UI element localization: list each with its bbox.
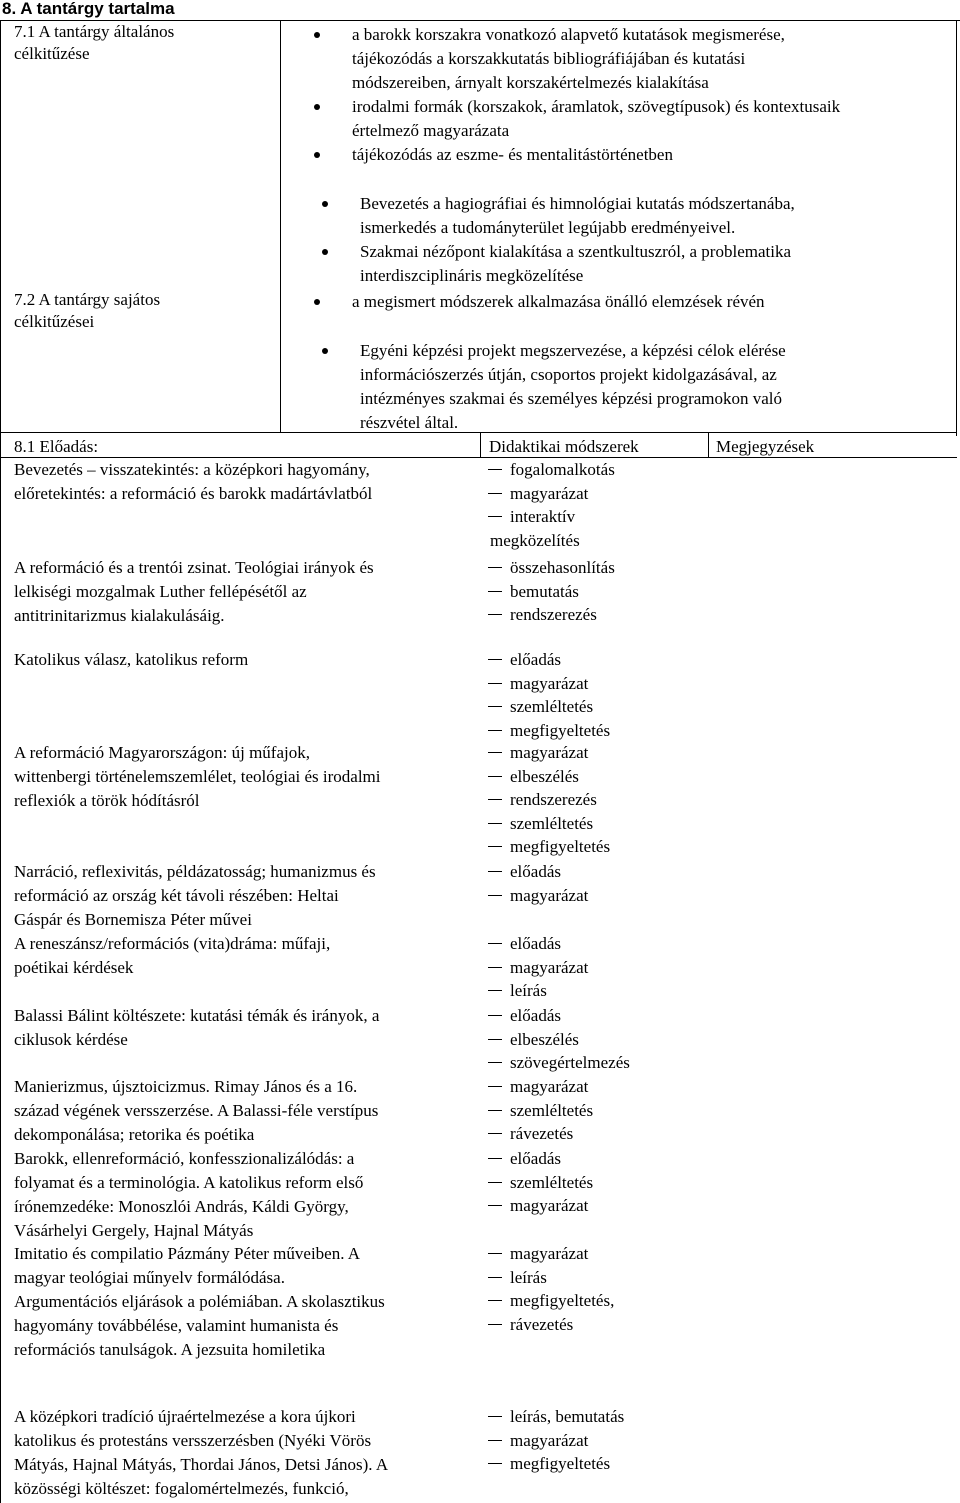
topic-line: Vásárhelyi Gergely, Hajnal Mátyás xyxy=(14,1221,254,1240)
dash-icon xyxy=(488,1205,502,1206)
list-item xyxy=(352,23,952,95)
topic-line: A reneszánsz/reformációs (vita)dráma: műfaji, xyxy=(14,934,331,953)
bullet-icon xyxy=(322,201,328,207)
header-lecture: 8.1 Előadás: xyxy=(14,437,99,456)
method-item xyxy=(488,1171,708,1195)
dash-icon xyxy=(488,1015,502,1016)
dash-icon xyxy=(488,1416,502,1417)
dash-icon xyxy=(488,567,502,568)
bullet-icon xyxy=(322,249,328,255)
method-item xyxy=(488,884,708,908)
table-row-methods xyxy=(488,1147,708,1218)
table-row-topic xyxy=(14,932,469,980)
method-label: magyarázat xyxy=(510,743,589,762)
dash-icon xyxy=(488,493,502,494)
table-row-topic xyxy=(14,1075,469,1147)
dash-icon xyxy=(488,730,502,731)
topic-line: közösségi költészet: fogalomértelmezés, funkció, xyxy=(14,1479,349,1498)
dash-icon xyxy=(488,1253,502,1254)
table-row-methods xyxy=(488,458,708,552)
list-item xyxy=(360,339,955,435)
method-label: előadás xyxy=(510,1006,561,1025)
method-item xyxy=(488,1452,708,1476)
topic-line: A reformáció és a trentói zsinat. Teológiai irányok és xyxy=(14,558,374,577)
method-item xyxy=(488,1028,708,1052)
topic-line: antitrinitarizmus kialakulásáig. xyxy=(14,606,225,625)
section-7-1-label xyxy=(14,21,174,65)
column-divider-header xyxy=(480,432,481,457)
method-label: leírás xyxy=(510,1267,547,1287)
dash-icon xyxy=(488,776,502,777)
table-row-topic xyxy=(14,741,469,813)
topic-line: Katolikus válasz, katolikus reform xyxy=(14,650,249,669)
text-line: Egyéni képzési projekt megszervezése, a képzési célok elérése xyxy=(360,341,786,360)
text-line: tájékozódás a korszakkutatás bibliográfiájában és kutatási xyxy=(352,49,746,68)
table-row-topic xyxy=(14,1004,469,1052)
dash-icon xyxy=(488,1440,502,1441)
method-item xyxy=(488,788,708,812)
method-label: megfigyeltetés xyxy=(510,1454,611,1473)
header-notes: Megjegyzések xyxy=(716,437,815,456)
method-label: szövegértelmezés xyxy=(510,1053,630,1072)
table-row-topic xyxy=(14,648,469,672)
table-row-topic xyxy=(14,458,469,506)
topic-line: reflexiók a török hódításról xyxy=(14,791,200,810)
table-row-methods xyxy=(488,1075,708,1146)
topic-line: Mátyás, Hajnal Mátyás, Thordai János, Detsi János). A xyxy=(14,1455,389,1474)
method-label: fogalomalkotás xyxy=(510,460,615,479)
method-item xyxy=(488,1289,708,1313)
method-item xyxy=(488,1099,708,1123)
topic-line: Barokk, ellenreformáció, konfesszionalizálódás: a xyxy=(14,1149,355,1168)
table-row-topic xyxy=(14,556,469,628)
method-item xyxy=(488,979,708,1003)
method-label: előadás xyxy=(510,650,561,669)
dash-icon xyxy=(488,1062,502,1063)
method-item xyxy=(488,1051,708,1075)
method-item xyxy=(488,1004,708,1028)
bullet-icon xyxy=(322,348,328,354)
method-label: megfigyeltetés, xyxy=(510,1291,615,1310)
method-item xyxy=(488,1122,708,1146)
dash-icon xyxy=(488,659,502,660)
table-row-topic xyxy=(14,1405,469,1501)
method-item xyxy=(488,1242,708,1266)
list-item xyxy=(352,143,952,167)
method-label: magyarázat xyxy=(510,1430,589,1450)
topic-line: előretekintés: a reformáció és barokk madártávlatból xyxy=(14,484,373,503)
table-row-methods xyxy=(488,648,708,742)
section-7-2-bullets-b xyxy=(352,290,952,314)
method-item xyxy=(488,1266,708,1290)
method-item xyxy=(488,956,708,980)
text-line: ismerkedés a tudományterület legújabb eredményeivel. xyxy=(360,218,736,237)
dash-icon xyxy=(488,846,502,847)
text-line: Bevezetés a hagiográfiai és himnológiai kutatás módszertanába, xyxy=(360,194,795,213)
topic-line: Manierizmus, újsztoicizmus. Rimay János és a 16. xyxy=(14,1077,358,1096)
method-label: magyarázat xyxy=(510,957,589,977)
dash-icon xyxy=(488,1133,502,1134)
table-row-methods xyxy=(488,556,708,627)
dash-icon xyxy=(488,1110,502,1111)
table-row-methods xyxy=(488,741,708,859)
header-methods: Didaktikai módszerek xyxy=(489,437,639,456)
dash-icon xyxy=(488,895,502,896)
topic-line: hagyomány továbbélése, valamint humanista és xyxy=(14,1316,339,1335)
list-item xyxy=(352,95,952,143)
dash-icon xyxy=(488,990,502,991)
section-7-2-bullets-a xyxy=(360,192,955,288)
topic-line: század végének versszerzése. A Balassi-féle verstípus xyxy=(14,1101,379,1120)
method-label: előadás xyxy=(510,934,561,953)
method-label: interaktív xyxy=(510,507,576,526)
method-item xyxy=(488,529,708,553)
table-border-left xyxy=(0,20,1,1503)
topic-line: magyar teológiai műnyelv formálódása. xyxy=(14,1268,285,1287)
column-divider-7 xyxy=(280,20,281,432)
bullet-icon xyxy=(314,32,320,38)
method-item xyxy=(488,812,708,836)
method-label: szemléltetés xyxy=(510,1172,594,1192)
section-7-2-label xyxy=(14,289,160,333)
table-row-topic xyxy=(14,860,469,932)
dash-icon xyxy=(488,752,502,753)
method-label: elbeszélés xyxy=(510,766,579,786)
method-label: szemléltetés xyxy=(510,697,594,716)
topic-line: Gáspár és Bornemisza Péter művei xyxy=(14,910,252,929)
dash-icon xyxy=(488,1158,502,1159)
bullet-icon xyxy=(314,104,320,110)
section-7-2-label-line2: célkitűzései xyxy=(14,312,95,331)
method-label: magyarázat xyxy=(510,885,589,905)
method-item xyxy=(488,556,708,580)
method-label: bemutatás xyxy=(510,581,579,601)
topic-line: Balassi Bálint költészete: kutatási témák és irányok, a xyxy=(14,1006,380,1025)
dash-icon xyxy=(488,871,502,872)
method-label: megfigyeltetés xyxy=(510,720,611,740)
method-item xyxy=(488,765,708,789)
dash-icon xyxy=(488,683,502,684)
table-row-methods xyxy=(488,1405,708,1476)
dash-icon xyxy=(488,1277,502,1278)
method-label: magyarázat xyxy=(510,1244,589,1263)
method-item xyxy=(488,741,708,765)
method-label: szemléltetés xyxy=(510,813,594,833)
dash-icon xyxy=(488,799,502,800)
dash-icon xyxy=(488,614,502,615)
method-item xyxy=(488,719,708,743)
text-line: információszerzés útján, csoportos projekt kidolgazásával, az xyxy=(360,365,777,384)
table-row-topic xyxy=(14,1147,469,1243)
text-line: Szakmai nézőpont kialakítása a szentkultuszról, a problematika xyxy=(360,242,791,261)
method-label: összehasonlítás xyxy=(510,558,615,577)
column-divider-header-2 xyxy=(708,432,709,457)
dash-icon xyxy=(488,516,502,517)
text-line: részvétel által. xyxy=(360,413,459,432)
method-label: megfigyeltetés xyxy=(510,837,611,856)
list-item xyxy=(352,290,952,314)
text-line: tájékozódás az eszme- és mentalitástörténetben xyxy=(352,145,673,164)
topic-line: dekomponálása; retorika és poétika xyxy=(14,1125,255,1144)
method-item xyxy=(488,580,708,604)
table-row-topic xyxy=(14,1242,469,1362)
topic-line: katolikus és protestáns versszerzésben (Nyéki Vörös xyxy=(14,1431,372,1450)
method-item xyxy=(488,695,708,719)
topic-line: A reformáció Magyarországon: új műfajok, xyxy=(14,743,310,762)
table-row-methods xyxy=(488,1242,708,1336)
dash-icon xyxy=(488,591,502,592)
text-line: irodalmi formák (korszakok, áramlatok, szövegtípusok) és kontextusaik xyxy=(352,97,841,116)
method-item xyxy=(488,648,708,672)
topic-line: reformáció az ország két távoli részében: Heltai xyxy=(14,886,339,905)
method-item xyxy=(488,1147,708,1171)
method-item xyxy=(488,505,708,529)
bullet-icon xyxy=(314,152,320,158)
topic-line: A középkori tradíció újraértelmezése a kora újkori xyxy=(14,1407,356,1426)
method-label: szemléltetés xyxy=(510,1100,594,1120)
table-border-right xyxy=(956,20,957,436)
topic-line: ciklusok kérdése xyxy=(14,1030,128,1049)
topic-line: folyamat és a terminológia. A katolikus reform első xyxy=(14,1173,364,1192)
method-label: leírás, bemutatás xyxy=(510,1407,625,1426)
dash-icon xyxy=(488,823,502,824)
dash-icon xyxy=(488,943,502,944)
method-label: rávezetés xyxy=(510,1124,574,1143)
text-line: értelmező magyarázata xyxy=(352,121,510,140)
topic-line: Bevezetés – visszatekintés: a középkori hagyomány, xyxy=(14,460,370,479)
method-label: megközelítés xyxy=(490,530,580,550)
method-item xyxy=(488,1313,708,1337)
text-line: a megismert módszerek alkalmazása önálló elemzések révén xyxy=(352,292,765,311)
method-label: rendszerezés xyxy=(510,790,597,809)
table-row-methods xyxy=(488,860,708,907)
dash-icon xyxy=(488,706,502,707)
topic-line: lelkiségi mozgalmak Luther fellépésétől az xyxy=(14,582,307,601)
method-label: magyarázat xyxy=(510,673,589,693)
topic-line: reformációs tanulságok. A jezsuita homiletika xyxy=(14,1340,326,1359)
list-item xyxy=(360,240,955,288)
method-label: előadás xyxy=(510,862,561,881)
method-item xyxy=(488,860,708,884)
method-label: rendszerezés xyxy=(510,605,597,624)
topic-line: írónemzedéke: Monoszlói András, Káldi György, xyxy=(14,1197,349,1216)
method-item xyxy=(488,482,708,506)
method-label: magyarázat xyxy=(510,1077,589,1096)
text-line: intézményes szakmai és személyes képzési programokon való xyxy=(360,389,783,408)
dash-icon xyxy=(488,967,502,968)
text-line: a barokk korszakra vonatkozó alapvető kutatások megismerése, xyxy=(352,25,785,44)
method-item xyxy=(488,835,708,859)
method-item xyxy=(488,1075,708,1099)
method-item xyxy=(488,932,708,956)
method-label: leírás xyxy=(510,981,547,1000)
table-row-methods xyxy=(488,932,708,1003)
text-line: interdiszciplináris megközelítése xyxy=(360,266,584,285)
dash-icon xyxy=(488,1463,502,1464)
method-label: elbeszélés xyxy=(510,1029,579,1049)
topic-line: Imitatio és compilatio Pázmány Péter műveiben. A xyxy=(14,1244,361,1263)
method-item xyxy=(488,458,708,482)
topic-line: poétikai kérdések xyxy=(14,958,134,977)
text-line: módszereiben, árnyalt korszakértelmezés kialakítása xyxy=(352,73,709,92)
dash-icon xyxy=(488,1324,502,1325)
dash-icon xyxy=(488,1039,502,1040)
topic-line: wittenbergi történelemszemlélet, teológiai és irodalmi xyxy=(14,767,381,786)
table-row-methods xyxy=(488,1004,708,1075)
dash-icon xyxy=(488,1086,502,1087)
dash-icon xyxy=(488,1182,502,1183)
method-item xyxy=(488,672,708,696)
bullet-icon xyxy=(314,299,320,305)
topic-line: Argumentációs eljárások a polémiában. A skolasztikus xyxy=(14,1292,385,1311)
method-item xyxy=(488,1429,708,1453)
topic-line: Narráció, reflexivitás, példázatosság; humanizmus és xyxy=(14,862,376,881)
method-label: rávezetés xyxy=(510,1314,574,1334)
list-item xyxy=(360,192,955,240)
method-label: magyarázat xyxy=(510,1196,589,1215)
method-label: magyarázat xyxy=(510,483,589,503)
section-7-2-label-line1: 7.2 A tantárgy sajátos xyxy=(14,290,161,309)
method-label: előadás xyxy=(510,1149,561,1168)
page-heading: 8. A tantárgy tartalma xyxy=(2,0,175,18)
section-7-1-bullets xyxy=(352,23,952,167)
method-item xyxy=(488,1405,708,1429)
dash-icon xyxy=(488,469,502,470)
dash-icon xyxy=(488,1300,502,1301)
method-item xyxy=(488,1194,708,1218)
method-item xyxy=(488,603,708,627)
section-7-2-bullets-c xyxy=(360,339,955,435)
section-7-1-label-line1: 7.1 A tantárgy általános xyxy=(14,22,175,41)
section-7-1-label-line2: célkitűzése xyxy=(14,44,90,63)
